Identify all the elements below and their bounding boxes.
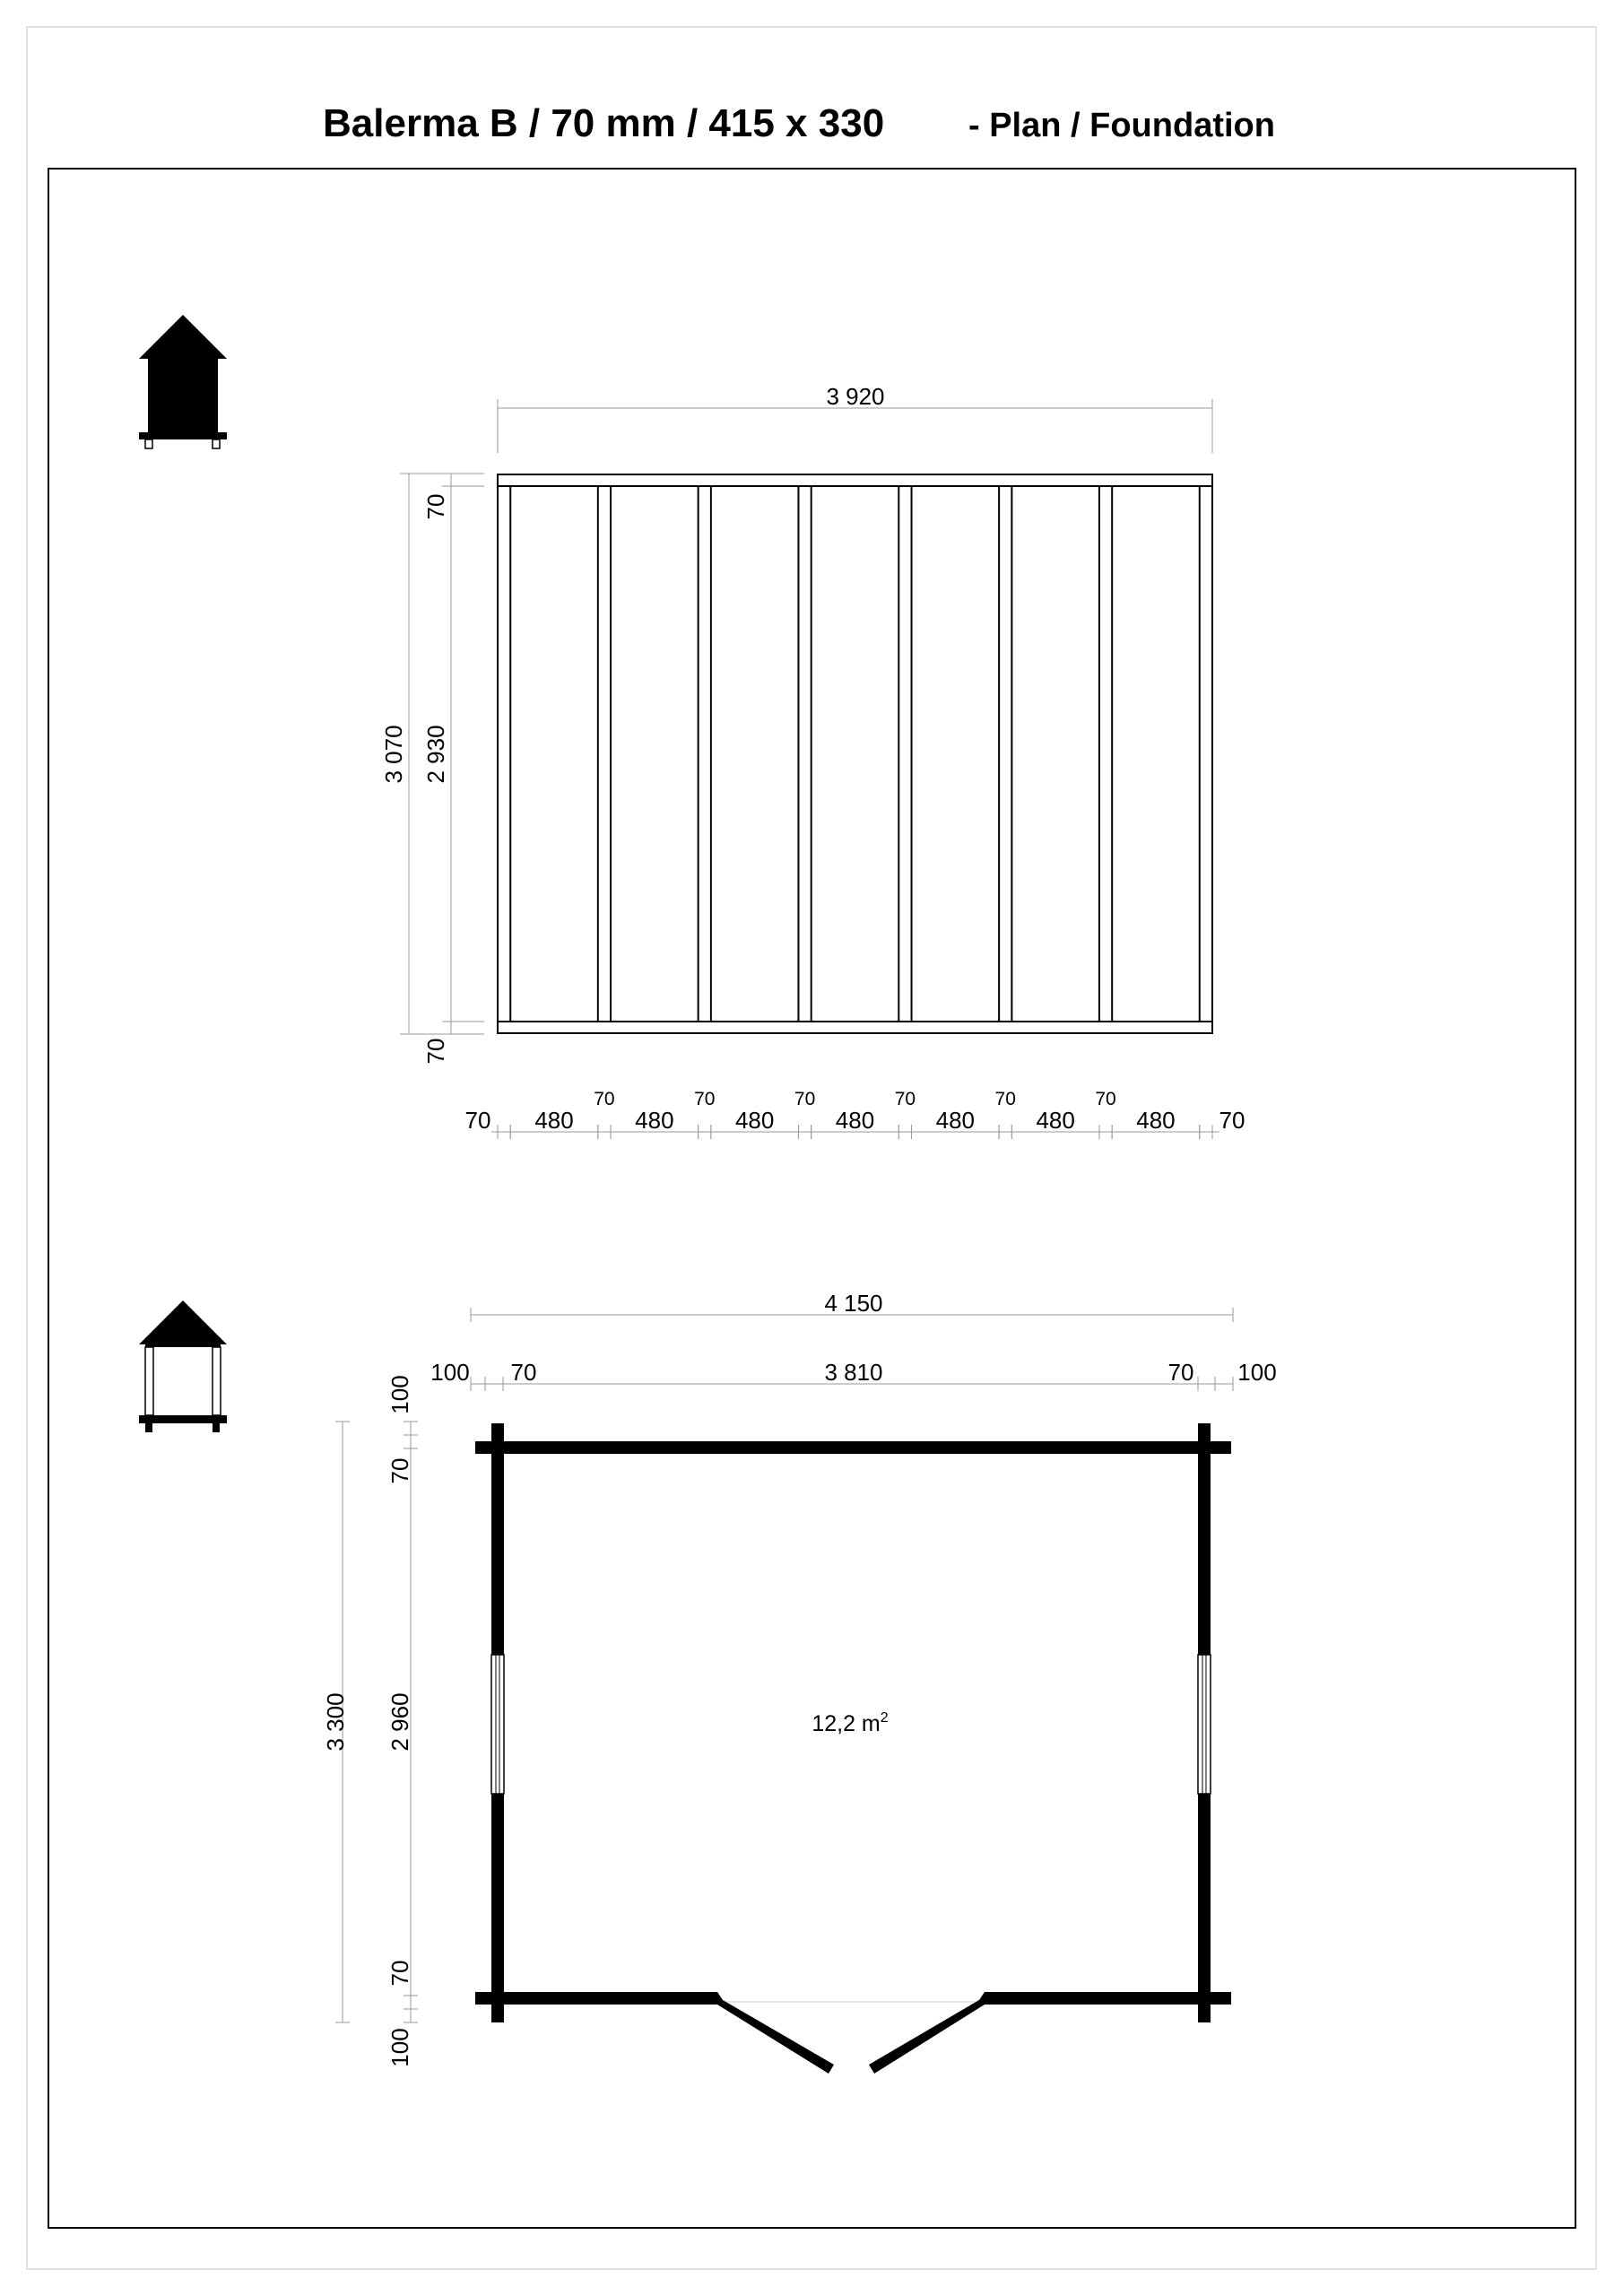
foundation-beams — [498, 486, 1212, 1022]
plan-wall-bottom-right — [985, 1992, 1231, 2005]
plan-wall-top-label: 70 — [386, 1457, 413, 1484]
foundation-spacing-label-7: 70 — [794, 1089, 816, 1109]
foundation-spacing-label-9: 70 — [894, 1089, 916, 1109]
foundation-beam-6 — [999, 486, 1011, 1022]
floor-plan — [322, 1290, 1277, 2074]
plan-wall-top — [475, 1441, 1231, 1454]
foundation-spacing-label-12: 480 — [1036, 1107, 1075, 1134]
foundation-width-label: 3 920 — [826, 383, 885, 410]
foundation-spacing-label-10: 480 — [935, 1107, 976, 1134]
plan-overhang-bottom-label: 100 — [386, 2028, 413, 2067]
foundation-beam-8 — [1200, 486, 1212, 1022]
plan-width-label: 4 150 — [824, 1290, 883, 1317]
foundation-spacing-label-15: 70 — [1219, 1107, 1245, 1134]
plan-inner-width-label: 3 810 — [824, 1359, 883, 1386]
cabin-foundation-icon — [139, 315, 227, 448]
drawing-subtitle: - Plan / Foundation — [968, 107, 1275, 144]
drawing-frame — [48, 169, 1575, 2228]
plan-area-label: 12,2 $m^2$ — [812, 1710, 889, 1736]
foundation-beam-2 — [598, 486, 611, 1022]
foundation-beam-4 — [798, 486, 811, 1022]
foundation-beam-7 — [1099, 486, 1112, 1022]
sheet-outer-edge — [27, 27, 1596, 2269]
plan-window-right — [1198, 1655, 1211, 1794]
foundation-spacing-label-4: 480 — [635, 1107, 674, 1134]
foundation-spacing-label-13: 70 — [1095, 1089, 1116, 1109]
foundation-beam-1 — [498, 486, 510, 1022]
foundation-beam-3 — [699, 486, 711, 1022]
plan-overhang-right-label: 100 — [1237, 1359, 1277, 1386]
plan-wall-bottom-label: 70 — [386, 1960, 413, 1987]
plan-overhang-left-label: 100 — [430, 1359, 470, 1386]
plan-door-leaf-right — [869, 1992, 985, 2074]
foundation-spacing-label-6: 480 — [734, 1107, 775, 1134]
foundation-spacing-label-11: 70 — [994, 1089, 1016, 1109]
plan-inner-depth-label: 2 960 — [386, 1692, 413, 1752]
plan-door-leaf-left — [717, 1992, 834, 2074]
plan-window-left — [491, 1655, 504, 1794]
foundation-spacing-label-2: 480 — [534, 1107, 574, 1134]
foundation-outline — [498, 474, 1212, 1033]
plan-area-unit-sup: 2 — [880, 1710, 889, 1726]
foundation-beam-5 — [898, 486, 911, 1022]
foundation-spacing-label-5: 70 — [694, 1089, 716, 1109]
plan-wall-bottom-left — [475, 1992, 717, 2005]
foundation-inner-depth-label: 2 930 — [422, 725, 449, 784]
foundation-spacing-label-1: 70 — [464, 1107, 491, 1134]
plan-overhang-top-label: 100 — [386, 1375, 413, 1414]
foundation-plan — [380, 383, 1245, 1139]
foundation-depth-label: 3 070 — [380, 725, 407, 784]
drawing-title: Balerma B / 70 mm / 415 x 330 — [323, 101, 885, 145]
plan-wall-right-label: 70 — [1167, 1359, 1194, 1386]
foundation-spacing-label-3: 70 — [594, 1089, 615, 1109]
foundation-top-beam-label: 70 — [422, 493, 449, 520]
foundation-bottom-beam-label: 70 — [422, 1038, 449, 1065]
foundation-spacing-label-14: 480 — [1136, 1107, 1176, 1134]
cabin-open-frame-icon — [139, 1300, 227, 1432]
foundation-spacing-label-8: 480 — [835, 1107, 875, 1134]
plan-wall-left-label: 70 — [510, 1359, 537, 1386]
plan-depth-label: 3 300 — [322, 1692, 349, 1752]
